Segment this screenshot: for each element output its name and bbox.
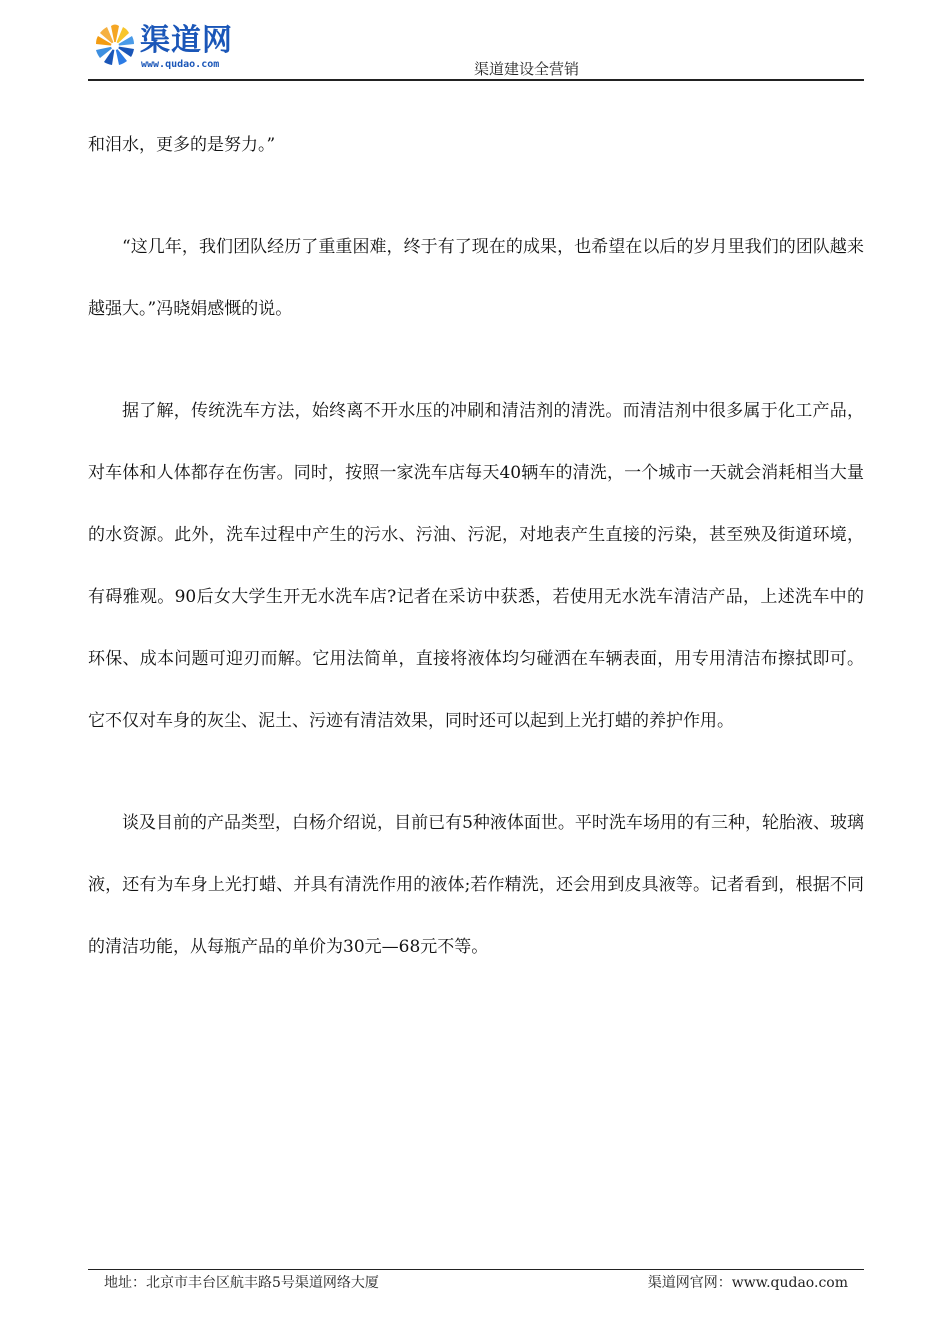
sunburst-logo-icon — [92, 22, 138, 68]
paragraph-gap — [88, 176, 864, 216]
qudao-logo[interactable] — [92, 22, 252, 74]
footer-address: 地址：北京市丰台区航丰路5号渠道网络大厦 — [104, 1275, 379, 1291]
paragraph-4: 谈及目前的产品类型，白杨介绍说，目前已有5种液体面世。平时洗车场用的有三种，轮胎液、玻璃液，还有为车身上光打蜡、并具有清洗作用的液体;若作精洗，还会用到皮具液等。记者看到，根据不同的清洁功能，从每瓶产品的单价为30元—68元不等。 — [88, 813, 864, 957]
header-slogan: 渠道建设全营销 — [474, 60, 580, 78]
paragraph-gap — [88, 340, 864, 380]
paragraph-3: 据了解，传统洗车方法，始终离不开水压的冲刷和清洁剂的清洗。而清洁剂中很多属于化工产品，对车体和人体都存在伤害。同时，按照一家洗车店每天40辆车的清洗，一个城市一天就会消耗相当大量的水资源。此外，洗车过程中产生的污水、污油、污泥，对地表产生直接的污染，甚至殃及街道环境，有碍雅观。90后女大学生开无水洗车店?记者在采访中获悉，若使用无水洗车清洁产品，上述洗车中的环保、成本问题可迎刃而解。它用法简单，直接将液体均匀碰洒在车辆表面，用专用清洁布擦拭即可。它不仅对车身的灰尘、泥土、污迹有清洁效果，同时还可以起到上光打蜡的养护作用。 — [88, 401, 864, 731]
paragraph-gap — [88, 752, 864, 792]
logo-url: www.qudao.com — [141, 59, 220, 70]
header-divider — [88, 79, 864, 81]
logo-name: 渠道网 — [140, 23, 233, 58]
page-header — [0, 0, 950, 82]
footer-website-link[interactable]: 渠道网官网：www.qudao.com — [647, 1275, 848, 1291]
paragraph-1: 和泪水，更多的是努力。” — [88, 135, 276, 155]
paragraph-2: “这几年，我们团队经历了重重困难，终于有了现在的成果，也希望在以后的岁月里我们的团队越来越强大。”冯晓娟感慨的说。 — [88, 237, 864, 319]
article-body — [88, 114, 864, 978]
footer-divider — [88, 1269, 864, 1270]
